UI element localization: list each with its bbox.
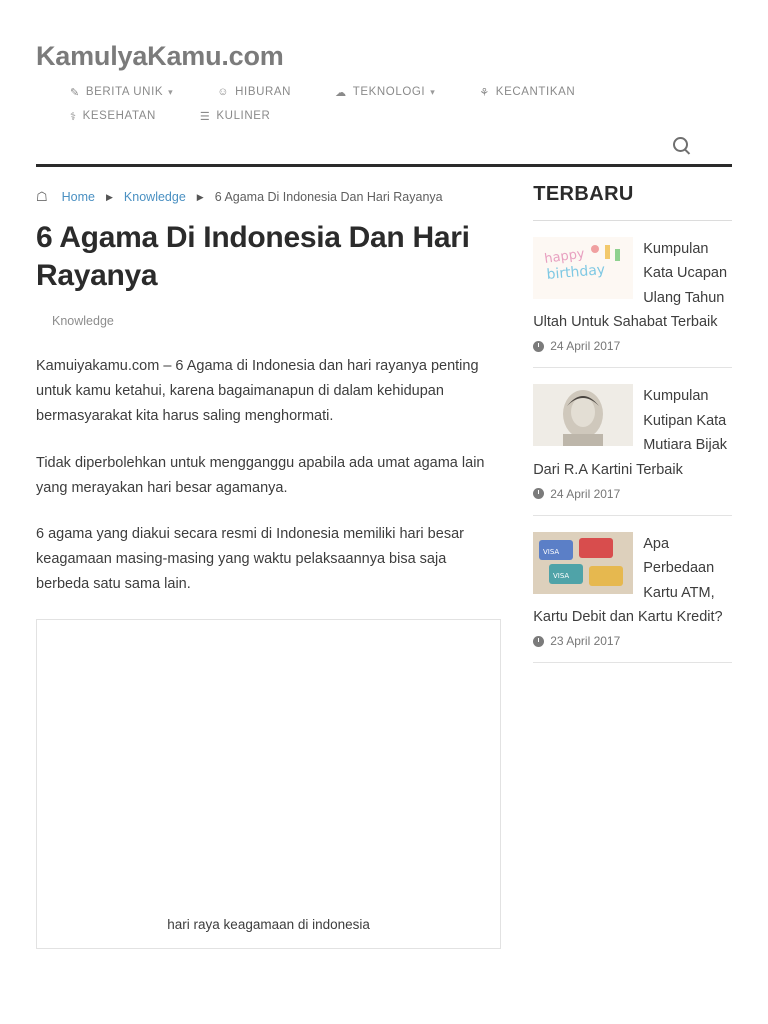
sidebar-heading: TERBARU: [533, 183, 634, 206]
flower-icon: ⚘: [479, 86, 490, 99]
list-item[interactable]: [533, 237, 732, 353]
content-wrapper: [0, 167, 768, 949]
search-button[interactable]: [673, 137, 688, 154]
breadcrumb-home-link[interactable]: Home: [61, 190, 95, 205]
credit-cards-thumbnail[interactable]: [533, 532, 633, 594]
nav-label: KECANTIKAN: [495, 86, 576, 99]
nav-item-berita-unik[interactable]: [70, 86, 173, 99]
breadcrumb-section-link[interactable]: Knowledge: [123, 190, 186, 205]
nav-row-1: [70, 86, 732, 99]
sidebar-item-title[interactable]: Kumpulan Kata Ucapan Ulang Tahun Ultah Untuk Sahabat Terbaik: [533, 241, 728, 331]
sidebar-divider: [533, 367, 732, 368]
nav-label: KESEHATAN: [82, 110, 156, 123]
nav-item-kuliner[interactable]: [200, 110, 271, 123]
sidebar-item-title[interactable]: Apa Perbedaan Kartu ATM, Kartu Debit dan Kartu Kredit?: [533, 535, 723, 625]
post-paragraph: Kamuiyakamu.com – 6 Agama di Indonesia dan hari rayanya penting untuk kamu ketahui, karena bagaimanapun di dalam kehidupan bermasyarakat kita harus saling menghormati.: [36, 357, 479, 424]
birthday-thumb-art: [533, 237, 633, 299]
medkit-icon: ⚕: [70, 110, 77, 123]
nav-row-2: [70, 110, 732, 123]
list-item[interactable]: [533, 384, 732, 500]
figure-caption: hari raya keagamaan di indonesia: [167, 917, 370, 933]
chevron-down-icon: ▾: [168, 86, 174, 97]
svg-text:happy: happy: [543, 246, 586, 267]
page-title: 6 Agama Di Indonesia Dan Hari Rayanya: [36, 221, 470, 293]
nav-item-kecantikan[interactable]: [479, 86, 575, 99]
chevron-down-icon: ▾: [430, 86, 436, 97]
nav-label: BERITA UNIK: [85, 86, 164, 99]
sidebar-heading-divider: [533, 220, 732, 221]
date-text: 24 April 2017: [550, 486, 621, 501]
home-icon[interactable]: ☖: [36, 189, 48, 205]
nav-item-teknologi[interactable]: [335, 86, 435, 99]
search-row: [36, 137, 732, 154]
pen-icon: ✎: [70, 86, 80, 99]
utensils-icon: ☰: [199, 110, 211, 123]
sidebar: [523, 167, 732, 679]
cloud-icon: ☁: [335, 86, 347, 99]
breadcrumb-separator: ▶: [196, 191, 204, 202]
kartini-thumb-art: [533, 384, 633, 446]
site-title: KamulyaKamu.com: [36, 41, 284, 71]
breadcrumb-current: 6 Agama Di Indonesia Dan Hari Rayanya: [214, 190, 443, 205]
nav-item-hiburan[interactable]: [217, 86, 291, 98]
date-text: 24 April 2017: [550, 339, 621, 354]
sidebar-divider: [533, 662, 732, 663]
main-navigation: [36, 86, 732, 123]
sidebar-divider: [533, 515, 732, 516]
nav-label: HIBURAN: [235, 86, 292, 99]
sidebar-item-title[interactable]: Kumpulan Kutipan Kata Mutiara Bijak Dari R.A Kartini Terbaik: [533, 388, 728, 478]
breadcrumb-separator: ▶: [106, 191, 113, 202]
search-icon: [673, 137, 688, 152]
nav-item-kesehatan[interactable]: [70, 110, 156, 123]
nav-label: TEKNOLOGI: [352, 86, 426, 99]
smile-icon: ☺: [217, 86, 230, 99]
sidebar-item-date: [533, 334, 732, 353]
article-figure: [36, 619, 501, 949]
site-header: [0, 0, 768, 154]
post-body: [36, 354, 501, 598]
clock-icon: [533, 488, 544, 499]
list-item[interactable]: [533, 532, 732, 648]
kartini-portrait-thumbnail[interactable]: [533, 384, 633, 446]
svg-text:birthday: birthday: [546, 261, 606, 284]
main-column: [36, 167, 523, 949]
cards-thumb-art: [533, 532, 633, 594]
svg-text:VISA: VISA: [553, 571, 570, 580]
post-paragraph: Tidak diperbolehkan untuk mengganggu apabila ada umat agama lain yang merayakan hari besar agamanya.: [36, 454, 485, 496]
date-text: 23 April 2017: [550, 634, 621, 649]
sidebar-item-date: [533, 482, 732, 501]
clock-icon: [533, 636, 544, 647]
svg-text:VISA: VISA: [543, 547, 560, 556]
post-category[interactable]: Knowledge: [52, 313, 114, 328]
post-paragraph: 6 agama yang diakui secara resmi di Indonesia memiliki hari besar keagamaan masing-masing yang waktu pelaksaannya bisa saja berbeda satu sama lain.: [36, 526, 464, 593]
nav-label: KULINER: [216, 110, 271, 123]
sidebar-item-date: [533, 629, 732, 648]
happy-birthday-thumbnail[interactable]: [533, 237, 633, 299]
clock-icon: [533, 341, 544, 352]
breadcrumb: [36, 189, 501, 205]
